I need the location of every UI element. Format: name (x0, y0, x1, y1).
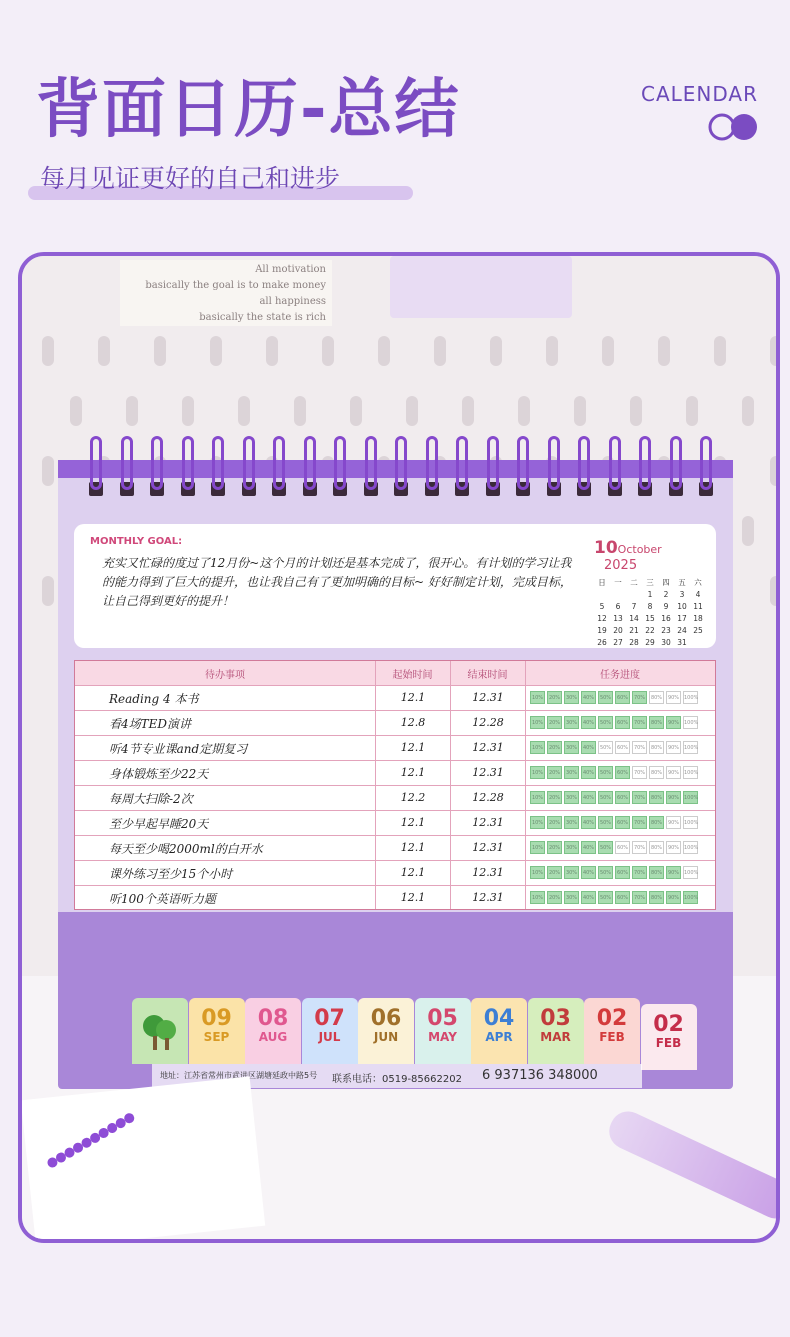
binding-ring (578, 436, 590, 490)
progress-cell: 10% (530, 716, 545, 729)
progress-cell: 40% (581, 816, 596, 829)
month-tab-label: FEB (655, 1036, 682, 1050)
progress-cell: 100% (683, 891, 698, 904)
date-cell: 17 (677, 614, 687, 623)
progress-cell: 70% (632, 791, 647, 804)
pegboard-hole (714, 336, 726, 366)
date-cell: 21 (629, 626, 639, 635)
progress-cell: 60% (615, 766, 630, 779)
progress-cell: 40% (581, 891, 596, 904)
progress-cell: 30% (564, 866, 579, 879)
character-sticker (390, 256, 572, 318)
date-cell (690, 637, 706, 649)
table-row (75, 785, 715, 811)
task-end: 12.28 (472, 791, 504, 804)
task-name: 每周大扫除-2次 (109, 792, 193, 806)
progress-cell: 90% (666, 766, 681, 779)
pegboard-hole (98, 336, 110, 366)
mini-calendar-year: 2025 (604, 558, 638, 573)
progress-cell: 90% (666, 716, 681, 729)
progress-cell: 30% (564, 891, 579, 904)
date-cell: 27 (613, 638, 623, 647)
task-end: 12.31 (472, 741, 504, 754)
progress-cell: 20% (547, 841, 562, 854)
task-start: 12.1 (400, 741, 426, 754)
pegboard-hole (770, 576, 780, 606)
monthly-goal-card (74, 524, 716, 648)
header-end: 结束时间 (467, 670, 508, 681)
motivation-note (120, 260, 332, 326)
binding-ring (700, 436, 712, 490)
header-task: 待办事项 (205, 670, 245, 681)
progress-cell: 100% (683, 791, 698, 804)
date-cell: 5 (599, 602, 605, 611)
binding-ring (395, 436, 407, 490)
date-cell: 30 (661, 638, 671, 647)
month-tab-label: MAY (428, 1030, 457, 1044)
date-cell: 28 (629, 638, 639, 647)
progress-cell: 80% (649, 791, 664, 804)
keychain-bead (124, 1113, 135, 1124)
task-name: 至少早起早睡20天 (109, 817, 209, 831)
month-tab[interactable] (471, 998, 527, 1064)
binding-ring (609, 436, 621, 490)
progress-cell: 100% (683, 716, 698, 729)
date-cell: 9 (663, 602, 669, 611)
progress-cell: 80% (649, 766, 664, 779)
date-cell: 26 (597, 638, 607, 647)
pegboard-hole (42, 336, 54, 366)
progress-cell: 60% (615, 741, 630, 754)
note-line: all happiness (259, 296, 326, 307)
progress-cell: 90% (666, 891, 681, 904)
progress-cell: 70% (632, 866, 647, 879)
progress-cell: 60% (615, 891, 630, 904)
progress-cell: 40% (581, 716, 596, 729)
pegboard-hole (42, 576, 54, 606)
month-tab-label: MAR (540, 1030, 571, 1044)
pegboard-hole (518, 396, 530, 426)
keychain-card (21, 1076, 265, 1243)
date-cell: 14 (629, 614, 639, 623)
weekday-label: 二 (630, 578, 638, 587)
progress-cell: 30% (564, 816, 579, 829)
date-cell: 18 (693, 614, 703, 623)
progress-cell: 80% (649, 866, 664, 879)
month-tab-number: 06 (370, 1006, 402, 1031)
progress-cell: 10% (530, 791, 545, 804)
progress-cell: 30% (564, 766, 579, 779)
date-cell: 12 (597, 614, 607, 623)
progress-cell: 90% (666, 816, 681, 829)
progress-cell: 100% (683, 866, 698, 879)
progress-cell: 20% (547, 791, 562, 804)
binding-ring (487, 436, 499, 490)
task-progress (530, 741, 700, 754)
binding-ring (334, 436, 346, 490)
task-name: 身体锻炼至少22天 (109, 767, 209, 781)
progress-cell: 50% (598, 841, 613, 854)
month-tab-number: 08 (257, 1006, 289, 1031)
pegboard-hole (462, 396, 474, 426)
date-cell: 7 (631, 602, 637, 611)
date-cell: 8 (647, 602, 653, 611)
date-cell: 20 (613, 626, 623, 635)
weekday-label: 三 (646, 578, 654, 587)
date-cell: 16 (661, 614, 671, 623)
date-cell: 13 (613, 614, 623, 623)
task-end: 12.31 (472, 766, 504, 779)
table-row (75, 835, 715, 861)
binding-ring (273, 436, 285, 490)
binding-ring (243, 436, 255, 490)
progress-cell: 10% (530, 816, 545, 829)
progress-cell: 50% (598, 816, 613, 829)
progress-cell: 10% (530, 691, 545, 704)
progress-cell: 40% (581, 691, 596, 704)
progress-cell: 80% (649, 691, 664, 704)
table-row (75, 760, 715, 786)
progress-cell: 10% (530, 891, 545, 904)
date-cell: 23 (661, 626, 671, 635)
progress-cell: 10% (530, 766, 545, 779)
pegboard-hole (686, 396, 698, 426)
binding-ring (304, 436, 316, 490)
task-start: 12.1 (400, 841, 426, 854)
note-line: basically the goal is to make money (145, 280, 326, 291)
binding-ring (365, 436, 377, 490)
pegboard-hole (70, 396, 82, 426)
progress-cell: 50% (598, 716, 613, 729)
table-row (75, 735, 715, 761)
month-tab[interactable] (528, 998, 584, 1064)
progress-cell: 70% (632, 691, 647, 704)
month-tab[interactable] (132, 998, 188, 1064)
progress-cell: 40% (581, 766, 596, 779)
header-start: 起始时间 (392, 670, 433, 681)
pegboard-hole (770, 336, 780, 366)
double-circle-icon (708, 112, 760, 142)
progress-cell: 70% (632, 741, 647, 754)
date-cell: 3 (679, 590, 685, 599)
task-progress (530, 716, 700, 729)
binding-ring (182, 436, 194, 490)
task-progress (530, 791, 700, 804)
progress-cell: 80% (649, 741, 664, 754)
task-end: 12.31 (472, 891, 504, 904)
progress-cell: 10% (530, 866, 545, 879)
mini-calendar-grid (594, 577, 706, 649)
progress-cell: 80% (649, 816, 664, 829)
progress-cell: 50% (598, 891, 613, 904)
pegboard-hole (406, 396, 418, 426)
month-tab[interactable] (189, 998, 245, 1064)
progress-cell: 50% (598, 866, 613, 879)
date-cell: 4 (695, 590, 701, 599)
table-row (75, 885, 715, 911)
month-tab-number: 04 (483, 1006, 515, 1031)
date-cell: 10 (677, 602, 687, 611)
progress-cell: 40% (581, 741, 596, 754)
progress-cell: 100% (683, 841, 698, 854)
date-cell: 22 (645, 626, 655, 635)
weekday-label: 六 (694, 578, 702, 587)
progress-cell: 100% (683, 766, 698, 779)
date-cell (626, 589, 642, 601)
month-tab-label: JUL (318, 1030, 341, 1044)
month-tab[interactable] (415, 998, 471, 1064)
pegboard-hole (770, 456, 780, 486)
month-tab-number: 02 (653, 1012, 684, 1037)
mini-calendar-day: 10 (594, 538, 618, 558)
task-name: 听100个英语听力题 (109, 892, 216, 906)
binding-ring (517, 436, 529, 490)
task-start: 12.8 (400, 716, 426, 729)
progress-cell: 100% (683, 691, 698, 704)
task-start: 12.1 (400, 766, 426, 779)
pegboard-hole (546, 336, 558, 366)
pegboard-hole (238, 396, 250, 426)
progress-cell: 80% (649, 891, 664, 904)
progress-cell: 20% (547, 691, 562, 704)
date-cell: 1 (647, 590, 653, 599)
progress-cell: 50% (598, 691, 613, 704)
progress-cell: 90% (666, 691, 681, 704)
task-end: 12.31 (472, 866, 504, 879)
progress-cell: 40% (581, 841, 596, 854)
progress-cell: 30% (564, 741, 579, 754)
pegboard-hole (294, 396, 306, 426)
pegboard-hole (266, 336, 278, 366)
calendar-label: CALENDAR (640, 82, 758, 106)
month-tab-label: APR (485, 1030, 513, 1044)
month-tab[interactable] (358, 998, 414, 1064)
task-start: 12.1 (400, 691, 426, 704)
task-end: 12.31 (472, 841, 504, 854)
tree-icon (138, 1006, 182, 1056)
binding-ring (548, 436, 560, 490)
progress-cell: 60% (615, 691, 630, 704)
footer-phone: 联系电话：0519-85662202 (332, 1074, 462, 1085)
table-row (75, 710, 715, 736)
date-cell: 15 (645, 614, 655, 623)
date-cell: 19 (597, 626, 607, 635)
goal-label: MONTHLY GOAL: (90, 536, 183, 547)
progress-cell: 20% (547, 816, 562, 829)
date-cell: 6 (615, 602, 621, 611)
progress-cell: 20% (547, 866, 562, 879)
progress-cell: 90% (666, 741, 681, 754)
progress-cell: 30% (564, 841, 579, 854)
binding-ring (639, 436, 651, 490)
task-start: 12.1 (400, 816, 426, 829)
progress-cell: 40% (581, 866, 596, 879)
note-line: All motivation (255, 264, 326, 275)
progress-cell: 90% (666, 791, 681, 804)
photo-frame (18, 252, 780, 1243)
progress-cell: 40% (581, 791, 596, 804)
month-tab-number: 09 (201, 1006, 232, 1031)
progress-cell: 70% (632, 716, 647, 729)
progress-cell: 60% (615, 716, 630, 729)
task-start: 12.1 (400, 891, 426, 904)
progress-cell: 60% (615, 866, 630, 879)
date-cell: 11 (693, 602, 703, 611)
progress-cell: 70% (632, 766, 647, 779)
month-tab[interactable] (245, 998, 301, 1064)
mini-calendar-header (594, 538, 706, 573)
progress-cell: 20% (547, 741, 562, 754)
binding-ring (456, 436, 468, 490)
pegboard-hole (434, 336, 446, 366)
progress-cell: 30% (564, 716, 579, 729)
month-tab-number: 05 (427, 1006, 458, 1031)
month-tab-label: SEP (203, 1030, 230, 1044)
progress-cell: 80% (649, 841, 664, 854)
task-name: Reading 4 本书 (109, 692, 199, 706)
progress-cell: 80% (649, 716, 664, 729)
weekday-label: 一 (614, 578, 622, 587)
pegboard-hole (154, 336, 166, 366)
table-row (75, 685, 715, 711)
month-tab-number: 07 (314, 1006, 345, 1031)
progress-cell: 10% (530, 841, 545, 854)
progress-cell: 90% (666, 841, 681, 854)
progress-cell: 30% (564, 791, 579, 804)
progress-cell: 10% (530, 741, 545, 754)
binding-ring (151, 436, 163, 490)
progress-cell: 50% (598, 791, 613, 804)
date-cell: 25 (693, 626, 703, 635)
goal-text: 充实又忙碌的度过了12月份~这个月的计划还是基本完成了，很开心。有计划的学习让我的能力得到了巨大的提升，也让我自己有了更加明确的目标~ 好好制定计划，完成目标，让自己得到更好的提升！ (102, 556, 572, 608)
progress-cell: 60% (615, 816, 630, 829)
date-cell (610, 589, 626, 601)
progress-cell: 50% (598, 766, 613, 779)
pegboard-hole (182, 396, 194, 426)
barcode-number: 6 937136 348000 (482, 1068, 598, 1083)
month-tab[interactable] (302, 998, 358, 1064)
month-tab[interactable] (641, 1004, 697, 1070)
page-title: 背面日历-总结 (36, 73, 461, 147)
month-tab-number: 02 (596, 1006, 628, 1031)
binding-ring (121, 436, 133, 490)
weekday-label: 五 (678, 578, 686, 587)
mini-calendar (594, 538, 706, 649)
task-table (74, 660, 716, 910)
progress-cell: 20% (547, 716, 562, 729)
month-tab-label: JUN (373, 1030, 399, 1044)
progress-cell: 90% (666, 866, 681, 879)
header-progress: 任务进度 (600, 670, 640, 681)
pegboard-hole (630, 396, 642, 426)
desk-calendar (58, 452, 733, 1089)
progress-cell: 70% (632, 891, 647, 904)
weekday-label: 日 (598, 578, 606, 587)
progress-cell: 60% (615, 791, 630, 804)
binding-ring (670, 436, 682, 490)
task-end: 12.31 (472, 691, 504, 704)
date-cell: 24 (677, 626, 687, 635)
task-end: 12.31 (472, 816, 504, 829)
progress-cell: 100% (683, 741, 698, 754)
binding-ring (90, 436, 102, 490)
date-cell: 31 (677, 638, 687, 647)
progress-cell: 70% (632, 816, 647, 829)
weekday-label: 四 (662, 578, 670, 587)
pegboard-hole (322, 336, 334, 366)
pegboard-hole (378, 336, 390, 366)
task-progress (530, 816, 700, 829)
task-progress (530, 766, 700, 779)
task-start: 12.2 (400, 791, 426, 804)
task-progress (530, 866, 700, 879)
month-tab-number: 03 (540, 1006, 571, 1031)
progress-cell: 100% (683, 816, 698, 829)
binding-ring (212, 436, 224, 490)
pegboard-hole (490, 336, 502, 366)
month-tab-label: AUG (258, 1030, 288, 1044)
pegboard-hole (742, 396, 754, 426)
progress-cell: 30% (564, 691, 579, 704)
progress-cell: 20% (547, 891, 562, 904)
date-cell (594, 589, 610, 601)
pegboard-hole (602, 336, 614, 366)
month-tab-label: FEB (599, 1030, 625, 1044)
pegboard-hole (350, 396, 362, 426)
date-cell: 2 (663, 590, 669, 599)
footer-address: 地址：江苏省常州市武进区湖塘延政中路5号 (160, 1071, 318, 1080)
pegboard-hole (42, 456, 54, 486)
pegboard-hole (210, 336, 222, 366)
task-name: 课外练习至少15个小时 (109, 867, 233, 881)
progress-cell: 70% (632, 841, 647, 854)
task-table-header (75, 661, 715, 685)
note-line: basically the state is rich (199, 312, 326, 323)
task-progress (530, 691, 700, 704)
mini-calendar-month: October (617, 543, 662, 556)
binding-ring (426, 436, 438, 490)
task-start: 12.1 (400, 866, 426, 879)
pegboard-hole (658, 336, 670, 366)
task-end: 12.28 (472, 716, 504, 729)
table-row (75, 860, 715, 886)
progress-cell: 60% (615, 841, 630, 854)
task-name: 每天至少喝2000ml的白开水 (109, 842, 263, 856)
pegboard-hole (126, 396, 138, 426)
progress-cell: 50% (598, 741, 613, 754)
task-name: 听4节专业课and定期复习 (109, 742, 248, 756)
progress-cell: 20% (547, 766, 562, 779)
pegboard-hole (742, 516, 754, 546)
pegboard-hole (574, 396, 586, 426)
date-cell: 29 (645, 638, 655, 647)
page-subtitle: 每月见证更好的自己和进步 (40, 164, 341, 193)
task-name: 看4场TED演讲 (109, 717, 192, 731)
task-progress (530, 891, 700, 904)
month-tab[interactable] (584, 998, 640, 1064)
table-row (75, 810, 715, 836)
task-progress (530, 841, 700, 854)
